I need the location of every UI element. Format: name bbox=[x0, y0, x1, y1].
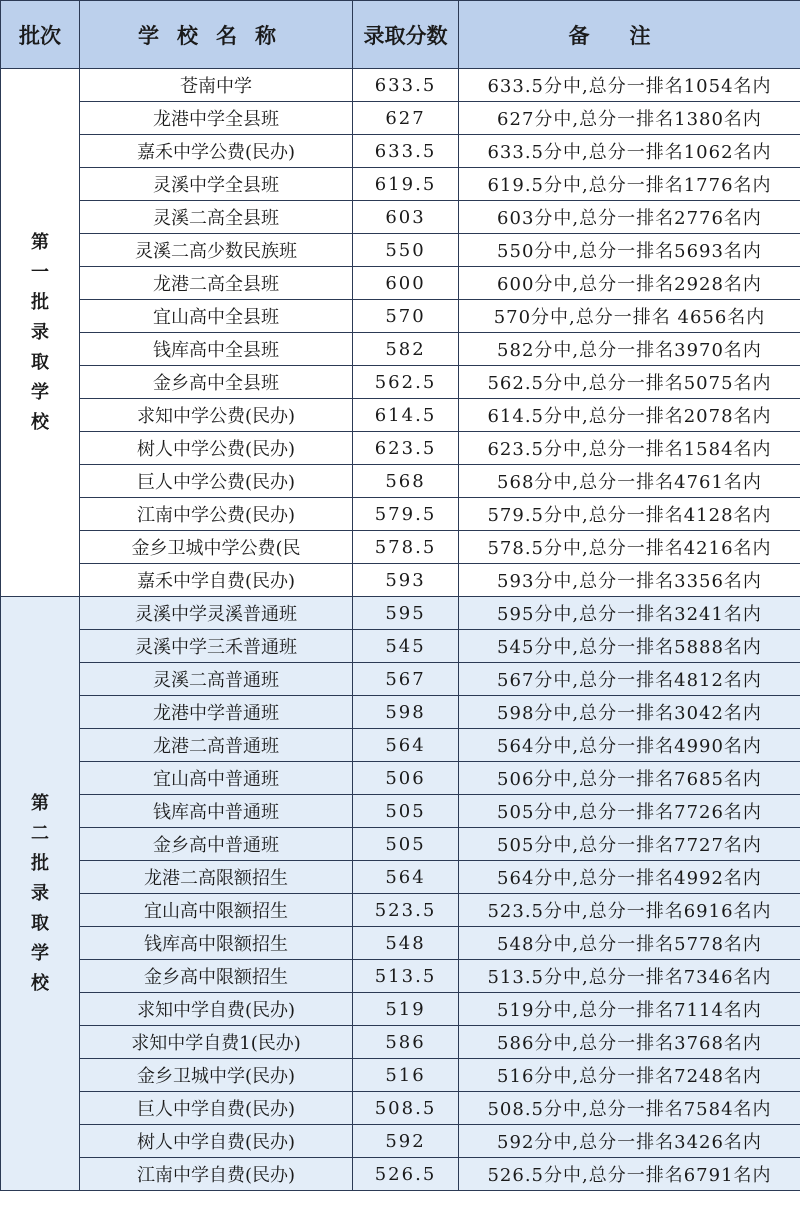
batch-label-char: 第 bbox=[31, 792, 49, 814]
batch-label-char: 一 bbox=[31, 261, 49, 283]
admission-score-cell: 567 bbox=[353, 663, 459, 696]
school-name-cell: 金乡高中普通班 bbox=[80, 828, 353, 861]
table-row bbox=[1, 564, 800, 597]
note-cell: 526.5分中,总分一排名6791名内 bbox=[459, 1158, 800, 1191]
batch-1-group bbox=[1, 69, 800, 597]
school-name-cell: 树人中学自费(民办) bbox=[80, 1125, 353, 1158]
admission-score-cell: 600 bbox=[353, 267, 459, 300]
admission-score-cell: 614.5 bbox=[353, 399, 459, 432]
school-name-cell: 嘉禾中学公费(民办) bbox=[80, 135, 353, 168]
table-row bbox=[1, 135, 800, 168]
note-cell: 505分中,总分一排名7727名内 bbox=[459, 828, 800, 861]
admission-score-cell: 564 bbox=[353, 861, 459, 894]
note-cell: 586分中,总分一排名3768名内 bbox=[459, 1026, 800, 1059]
school-name-cell: 金乡卫城中学(民办) bbox=[80, 1059, 353, 1092]
note-cell: 627分中,总分一排名1380名内 bbox=[459, 102, 800, 135]
table-row bbox=[1, 597, 800, 630]
admission-score-cell: 505 bbox=[353, 795, 459, 828]
table-row bbox=[1, 729, 800, 762]
school-name-cell: 金乡高中限额招生 bbox=[80, 960, 353, 993]
admission-score-cell: 519 bbox=[353, 993, 459, 1026]
school-name-cell: 巨人中学公费(民办) bbox=[80, 465, 353, 498]
note-cell: 506分中,总分一排名7685名内 bbox=[459, 762, 800, 795]
note-cell: 593分中,总分一排名3356名内 bbox=[459, 564, 800, 597]
note-cell: 516分中,总分一排名7248名内 bbox=[459, 1059, 800, 1092]
batch-label-char: 录 bbox=[31, 321, 49, 343]
batch-label-1 bbox=[1, 69, 80, 597]
school-name-cell: 巨人中学自费(民办) bbox=[80, 1092, 353, 1125]
table-row bbox=[1, 828, 800, 861]
table-row bbox=[1, 894, 800, 927]
school-name-cell: 灵溪中学三禾普通班 bbox=[80, 630, 353, 663]
table-row bbox=[1, 630, 800, 663]
school-name-cell: 求知中学自费(民办) bbox=[80, 993, 353, 1026]
admission-score-cell: 582 bbox=[353, 333, 459, 366]
admission-score-cell: 506 bbox=[353, 762, 459, 795]
batch-label-char: 录 bbox=[31, 882, 49, 904]
note-cell: 600分中,总分一排名2928名内 bbox=[459, 267, 800, 300]
note-cell: 513.5分中,总分一排名7346名内 bbox=[459, 960, 800, 993]
note-cell: 619.5分中,总分一排名1776名内 bbox=[459, 168, 800, 201]
batch-label-char: 第 bbox=[31, 231, 49, 253]
table-row bbox=[1, 531, 800, 564]
batch-label-char: 批 bbox=[31, 291, 49, 313]
school-name-cell: 金乡卫城中学公费(民 bbox=[80, 531, 353, 564]
school-name-cell: 金乡高中全县班 bbox=[80, 366, 353, 399]
admission-score-cell: 579.5 bbox=[353, 498, 459, 531]
admission-score-cell: 505 bbox=[353, 828, 459, 861]
school-name-cell: 灵溪二高普通班 bbox=[80, 663, 353, 696]
school-name-cell: 龙港二高限额招生 bbox=[80, 861, 353, 894]
note-cell: 598分中,总分一排名3042名内 bbox=[459, 696, 800, 729]
admission-score-cell: 633.5 bbox=[353, 69, 459, 102]
admission-score-cell: 598 bbox=[353, 696, 459, 729]
school-name-cell: 钱库高中限额招生 bbox=[80, 927, 353, 960]
table-row bbox=[1, 696, 800, 729]
school-name-cell: 宜山高中普通班 bbox=[80, 762, 353, 795]
table-row bbox=[1, 1059, 800, 1092]
table-row bbox=[1, 102, 800, 135]
school-name-cell: 龙港中学普通班 bbox=[80, 696, 353, 729]
table-row bbox=[1, 234, 800, 267]
table-row bbox=[1, 267, 800, 300]
note-cell: 564分中,总分一排名4990名内 bbox=[459, 729, 800, 762]
school-name-cell: 宜山高中限额招生 bbox=[80, 894, 353, 927]
admission-score-cell: 523.5 bbox=[353, 894, 459, 927]
table-row bbox=[1, 432, 800, 465]
school-name-cell: 龙港二高普通班 bbox=[80, 729, 353, 762]
admission-score-cell: 593 bbox=[353, 564, 459, 597]
table-row bbox=[1, 333, 800, 366]
admission-score-cell: 578.5 bbox=[353, 531, 459, 564]
admission-score-cell: 513.5 bbox=[353, 960, 459, 993]
school-name-cell: 宜山高中全县班 bbox=[80, 300, 353, 333]
note-cell: 614.5分中,总分一排名2078名内 bbox=[459, 399, 800, 432]
note-cell: 562.5分中,总分一排名5075名内 bbox=[459, 366, 800, 399]
school-name-cell: 龙港二高全县班 bbox=[80, 267, 353, 300]
table-row bbox=[1, 927, 800, 960]
note-cell: 595分中,总分一排名3241名内 bbox=[459, 597, 800, 630]
admission-score-cell: 633.5 bbox=[353, 135, 459, 168]
table-row bbox=[1, 366, 800, 399]
note-cell: 548分中,总分一排名5778名内 bbox=[459, 927, 800, 960]
note-cell: 578.5分中,总分一排名4216名内 bbox=[459, 531, 800, 564]
school-name-cell: 求知中学自费1(民办) bbox=[80, 1026, 353, 1059]
table-row bbox=[1, 465, 800, 498]
table-row bbox=[1, 69, 800, 102]
note-cell: 519分中,总分一排名7114名内 bbox=[459, 993, 800, 1026]
school-name-cell: 求知中学公费(民办) bbox=[80, 399, 353, 432]
header-admission-score: 录取分数 bbox=[353, 1, 459, 69]
admission-score-cell: 564 bbox=[353, 729, 459, 762]
admission-score-cell: 516 bbox=[353, 1059, 459, 1092]
note-cell: 623.5分中,总分一排名1584名内 bbox=[459, 432, 800, 465]
table-row bbox=[1, 993, 800, 1026]
batch-label-char: 二 bbox=[31, 822, 49, 844]
note-cell: 633.5分中,总分一排名1054名内 bbox=[459, 69, 800, 102]
header-row bbox=[1, 1, 800, 69]
note-cell: 582分中,总分一排名3970名内 bbox=[459, 333, 800, 366]
table-row bbox=[1, 762, 800, 795]
table-row bbox=[1, 1092, 800, 1125]
school-name-cell: 灵溪二高少数民族班 bbox=[80, 234, 353, 267]
admission-score-cell: 562.5 bbox=[353, 366, 459, 399]
admission-score-cell: 623.5 bbox=[353, 432, 459, 465]
admission-score-cell: 570 bbox=[353, 300, 459, 333]
table-row bbox=[1, 663, 800, 696]
admission-score-cell: 595 bbox=[353, 597, 459, 630]
table-row bbox=[1, 399, 800, 432]
note-cell: 570分中,总分一排名 4656名内 bbox=[459, 300, 800, 333]
table-row bbox=[1, 1125, 800, 1158]
table-row bbox=[1, 498, 800, 531]
table-row bbox=[1, 1158, 800, 1191]
note-cell: 523.5分中,总分一排名6916名内 bbox=[459, 894, 800, 927]
table-row bbox=[1, 168, 800, 201]
note-cell: 603分中,总分一排名2776名内 bbox=[459, 201, 800, 234]
school-name-cell: 灵溪二高全县班 bbox=[80, 201, 353, 234]
note-cell: 564分中,总分一排名4992名内 bbox=[459, 861, 800, 894]
admission-score-cell: 568 bbox=[353, 465, 459, 498]
header-batch: 批次 bbox=[1, 1, 80, 69]
batch-label-char: 校 bbox=[31, 411, 49, 433]
batch-label-char: 取 bbox=[31, 351, 49, 373]
school-name-cell: 灵溪中学灵溪普通班 bbox=[80, 597, 353, 630]
table-row bbox=[1, 861, 800, 894]
school-name-cell: 嘉禾中学自费(民办) bbox=[80, 564, 353, 597]
school-name-cell: 树人中学公费(民办) bbox=[80, 432, 353, 465]
batch-label-char: 批 bbox=[31, 852, 49, 874]
note-cell: 579.5分中,总分一排名4128名内 bbox=[459, 498, 800, 531]
batch-2-group bbox=[1, 597, 800, 1191]
admission-score-cell: 627 bbox=[353, 102, 459, 135]
table-row bbox=[1, 1026, 800, 1059]
note-cell: 545分中,总分一排名5888名内 bbox=[459, 630, 800, 663]
note-cell: 508.5分中,总分一排名7584名内 bbox=[459, 1092, 800, 1125]
school-name-cell: 钱库高中全县班 bbox=[80, 333, 353, 366]
table-row bbox=[1, 300, 800, 333]
note-cell: 505分中,总分一排名7726名内 bbox=[459, 795, 800, 828]
school-name-cell: 江南中学自费(民办) bbox=[80, 1158, 353, 1191]
admission-score-cell: 603 bbox=[353, 201, 459, 234]
school-name-cell: 江南中学公费(民办) bbox=[80, 498, 353, 531]
school-name-cell: 苍南中学 bbox=[80, 69, 353, 102]
batch-label-char: 校 bbox=[31, 972, 49, 994]
school-name-cell: 钱库高中普通班 bbox=[80, 795, 353, 828]
admission-score-cell: 545 bbox=[353, 630, 459, 663]
school-name-cell: 龙港中学全县班 bbox=[80, 102, 353, 135]
admission-score-cell: 548 bbox=[353, 927, 459, 960]
table-row bbox=[1, 960, 800, 993]
batch-label-2 bbox=[1, 597, 80, 1191]
school-name-cell: 灵溪中学全县班 bbox=[80, 168, 353, 201]
table-header bbox=[1, 1, 800, 69]
table-row bbox=[1, 201, 800, 234]
admission-score-cell: 619.5 bbox=[353, 168, 459, 201]
batch-label-char: 取 bbox=[31, 912, 49, 934]
note-cell: 592分中,总分一排名3426名内 bbox=[459, 1125, 800, 1158]
table-row bbox=[1, 795, 800, 828]
batch-label-char: 学 bbox=[31, 942, 49, 964]
note-cell: 568分中,总分一排名4761名内 bbox=[459, 465, 800, 498]
header-note: 备注 bbox=[459, 1, 800, 69]
admission-score-cell: 526.5 bbox=[353, 1158, 459, 1191]
note-cell: 567分中,总分一排名4812名内 bbox=[459, 663, 800, 696]
admission-score-cell: 592 bbox=[353, 1125, 459, 1158]
admission-score-cell: 586 bbox=[353, 1026, 459, 1059]
header-school-name: 学校名称 bbox=[80, 1, 353, 69]
admission-score-cell: 550 bbox=[353, 234, 459, 267]
admission-score-cell: 508.5 bbox=[353, 1092, 459, 1125]
note-cell: 633.5分中,总分一排名1062名内 bbox=[459, 135, 800, 168]
note-cell: 550分中,总分一排名5693名内 bbox=[459, 234, 800, 267]
batch-label-char: 学 bbox=[31, 381, 49, 403]
